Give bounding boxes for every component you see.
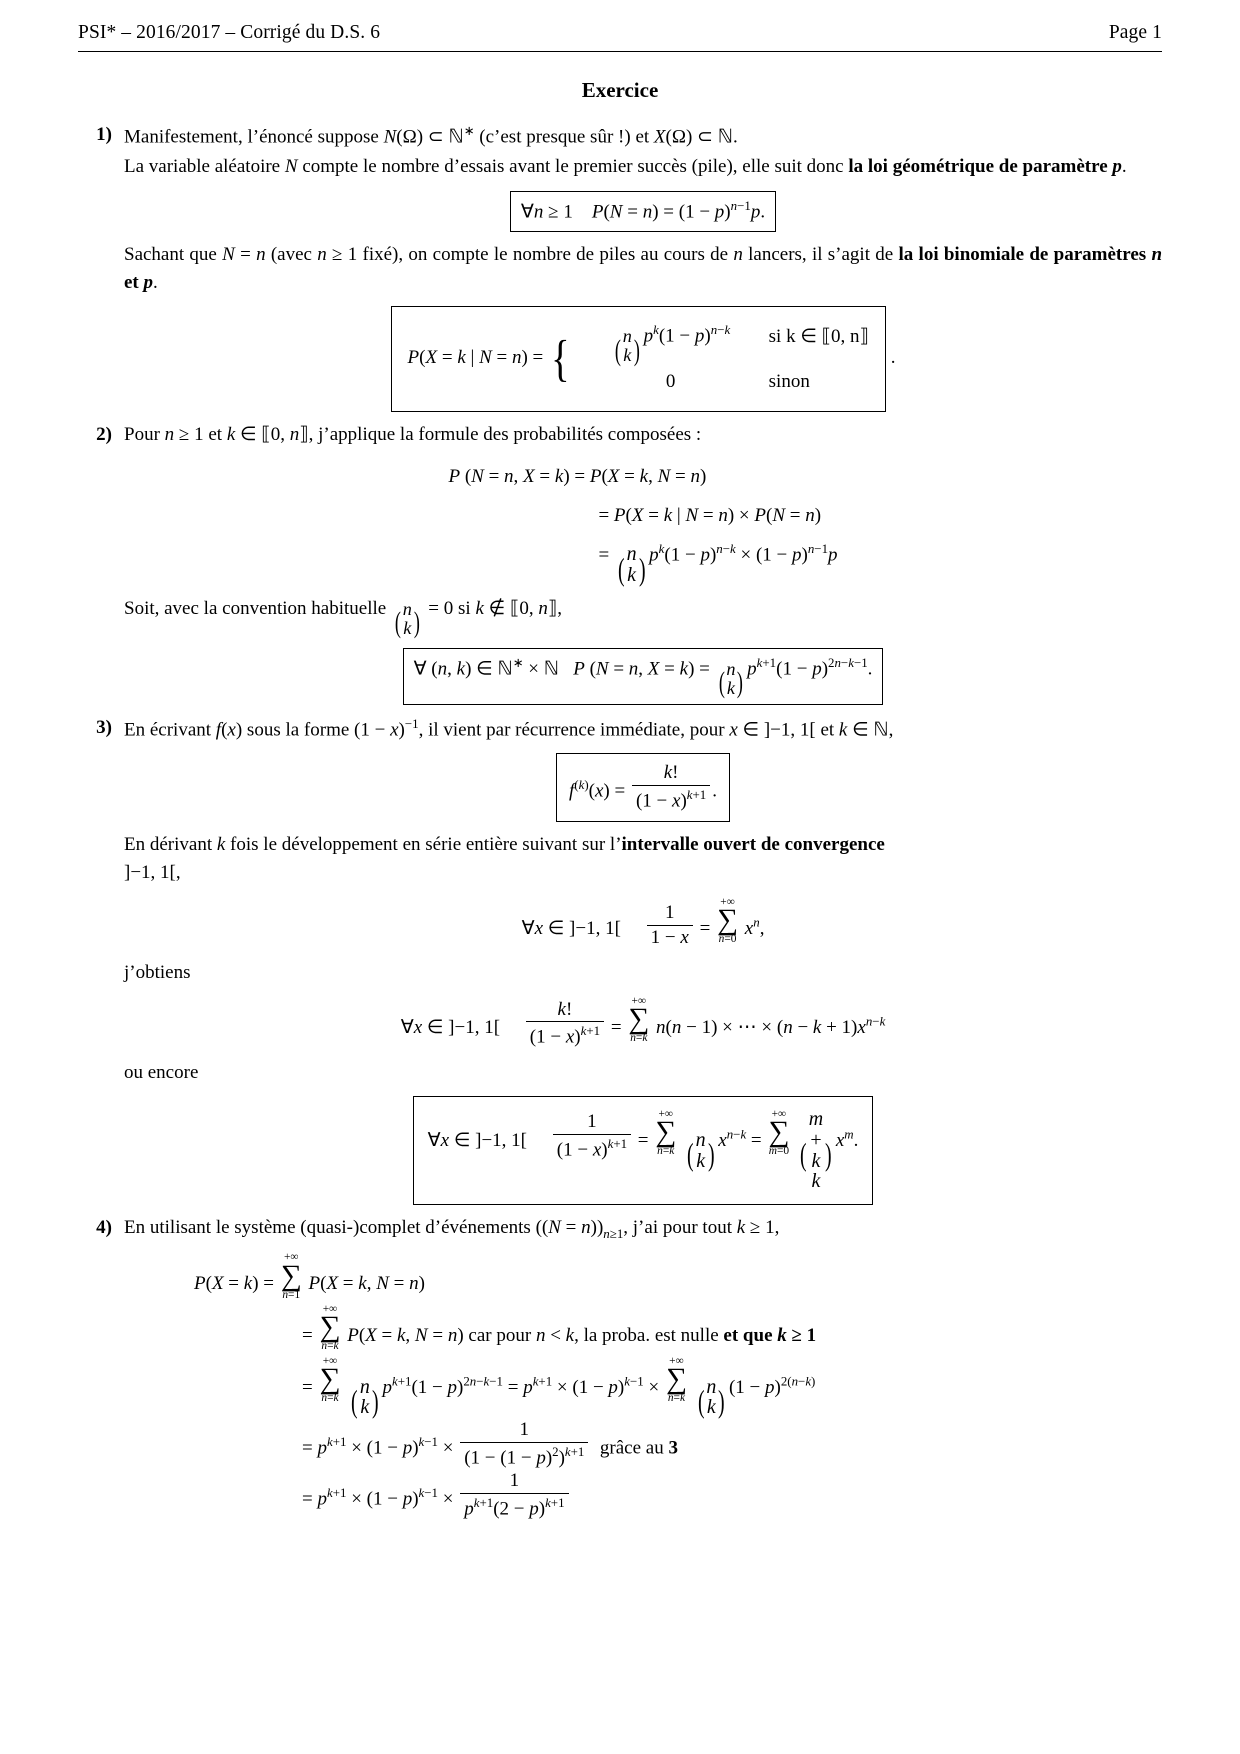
question-2-boxed-formula: ∀ (n, k) ∈ ℕ∗ × ℕ P (N = n, X = k) = ( n k ) $p^{k+1}(1 - p)^{2n-k-1}$. <box>124 648 1162 705</box>
question-3-paragraph-3: j’obtiens <box>124 961 191 983</box>
question-1-paragraph-2: La variable aléatoire N compte le nombre d’essais avant le premier succès (pile), elle suit donc la loi géométrique de paramètre p. <box>124 156 1127 178</box>
question-2-paragraph-2: Soit, avec la convention habituelle ( n k ) = 0 si k ∉ ⟦0, n⟧, <box>124 598 563 640</box>
question-3-boxed-formula-2: ∀x ∈ ]−1, 1[ $\frac{1}{(1 - x)^{k+1}}$ = +∞ ∑ n=k ( n k ) $x^{n-k}$ = +∞ ∑ m=0 ( m + k k ) $x^m$. <box>124 1096 1162 1206</box>
question-4-number: 4) <box>96 1217 112 1239</box>
question-2 <box>78 421 1162 705</box>
question-1-boxed-formula-1: ∀n ≥ 1 $P(N = n) = (1 - p)^{n-1}p$. <box>124 191 1162 232</box>
case-condition-1: si k ∈ ⟦0, n⟧ <box>768 325 869 347</box>
question-3-boxed-formula-1: $f^{(k)}(x)$ = $\frac{k!}{(1 - x)^{k+1}}$ . <box>124 753 1162 822</box>
question-3-paragraph-1: En écrivant f(x) sous la forme $(1 - x)^{-1}$, il vient par récurrence immédiate, pour x ∈ ]−1, 1[ et k ∈ ℕ, <box>124 715 894 741</box>
case-value-2: 0 <box>665 371 676 393</box>
question-2-number: 2) <box>96 423 112 445</box>
question-2-paragraph-1: Pour n ≥ 1 et k ∈ ⟦0, n⟧, j’applique la formule des probabilités composées : <box>124 423 702 445</box>
question-3-paragraph-2: En dérivant k fois le développement en série entière suivant sur l’intervalle ouvert de convergence ]−1, 1[, <box>124 834 885 884</box>
question-3-paragraph-4: ou encore <box>124 1061 199 1083</box>
question-4 <box>78 1214 1162 1520</box>
question-4-derivation: P(X = k) = +∞ ∑ n=1 P(X = k, N = n) = +∞ ∑ n=k P(X = k, N = n) car pour n < k, la proba. est nulle et que k ≥ 1 = +∞ ∑ n=k ( n k ) $p^{k+1}(1 - p)^{2n-k-1} = p^{k+1} \times (1 - p)^{k-1}$ × +∞ ∑ n=k ( n k ) $(1 - p)^{2(n-k)}$ = $p^{k+1} \times (1 - p)^{k-1}$ × $\frac{1}{(1 - (1 - p)^2)^{k+1}}$ grâce au 3 = $p^{k+1} \times (1 - p)^{k-1}$ × $\frac{1}{p^{k+1}(2 - p)^{k+1}}$ <box>194 1251 817 1519</box>
question-3 <box>78 714 1162 1205</box>
question-2-derivation: P (N = n, X = k) = P(X = k, N = n) = P(X = k | N = n) × P(N = n) = ( n k ) $p^k(1 - p)^{n-k} \times (1 - p)^{n-1}p$ <box>448 465 838 587</box>
question-1-boxed-formula-2: P(X = k | N = n) = { ( n k ) $p^k(1 - p)^{n-k}$ si k ∈ ⟦0, n⟧ 0 sinon . <box>124 306 1162 411</box>
question-1-number: 1) <box>96 124 112 145</box>
case-condition-2: sinon <box>768 371 810 393</box>
header-left-text: PSI* – 2016/2017 – Corrigé du D.S. 6 <box>78 22 381 43</box>
header-rule <box>78 51 1162 52</box>
question-3-series-1: ∀x ∈ ]−1, 1[ $\frac{1}{1 - x}$ = +∞ ∑ n=0 $x^n$, <box>521 895 765 949</box>
question-1-paragraph-3: Sachant que N = n (avec n ≥ 1 fixé), on compte le nombre de piles au cours de n lancers, il s’agit de la loi binomiale de paramètres n et p. <box>124 243 1163 294</box>
question-3-number: 3) <box>96 716 112 738</box>
question-1-paragraph-1: Manifestement, l’énoncé suppose N(Ω) ⊂ ℕ∗ (c’est presque sûr !) et X(Ω) ⊂ ℕ. <box>124 123 738 148</box>
question-4-paragraph-1: En utilisant le système (quasi-)complet d’événements $((N = n))_{n\ge 1}$, j’ai pour tout k ≥ 1, <box>124 1217 780 1242</box>
page-header <box>78 22 1162 44</box>
section-title: Exercice <box>581 78 659 102</box>
question-1 <box>78 121 1162 412</box>
header-page-number: Page 1 <box>1108 22 1162 43</box>
question-3-series-2: ∀x ∈ ]−1, 1[ $\frac{k!}{(1 - x)^{k+1}}$ = +∞ ∑ n=k n(n − 1) × ⋯ × $(n - k + 1)x^{n-k}$ <box>400 995 886 1048</box>
